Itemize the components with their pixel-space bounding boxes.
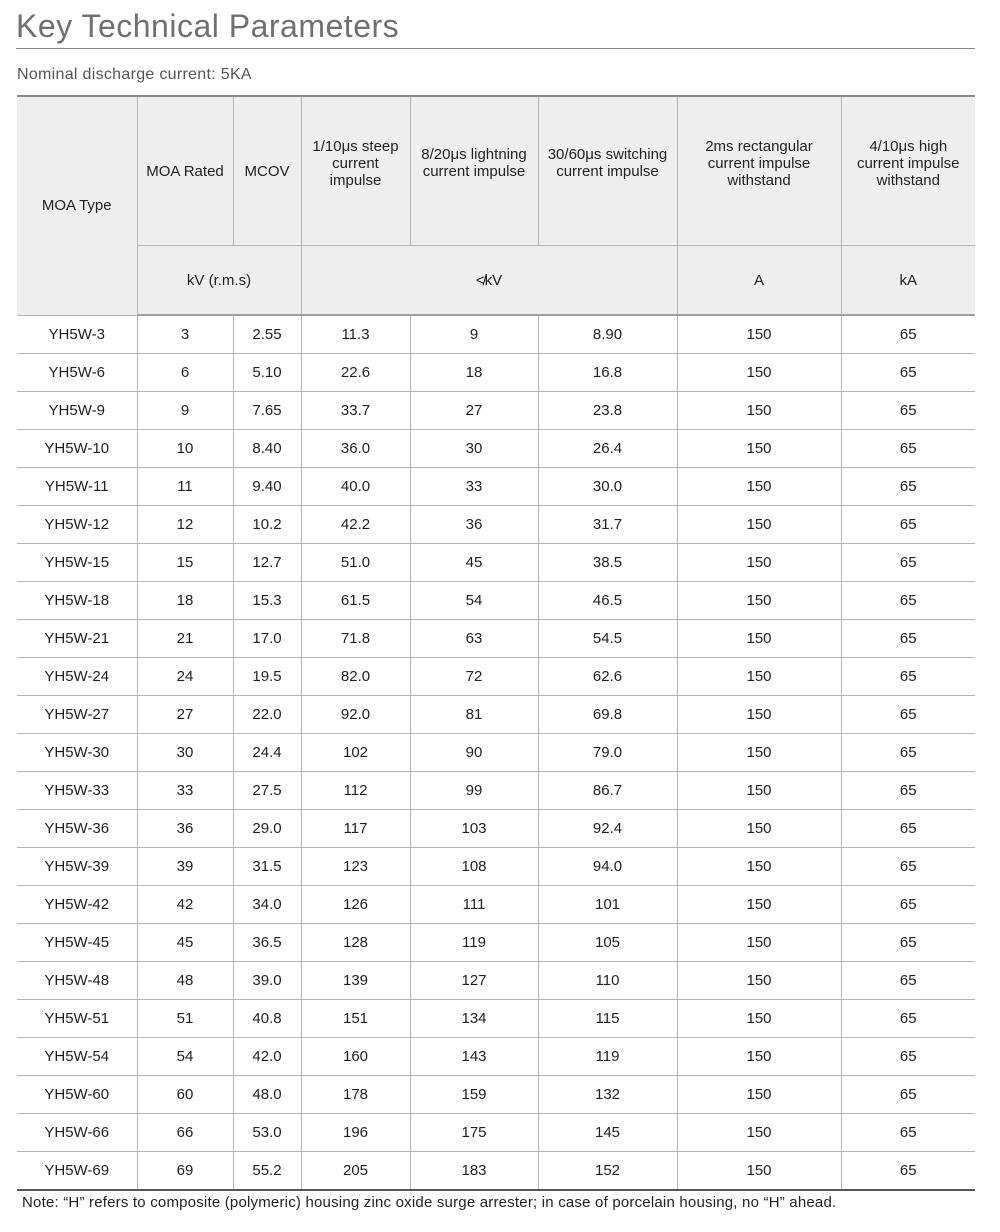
cell-rectangular-impulse: 150	[677, 506, 841, 544]
table-row	[17, 1152, 975, 1191]
cell-moa-rated: 48	[137, 962, 233, 1000]
cell-mcov: 36.5	[233, 924, 301, 962]
cell-steep-impulse: 123	[301, 848, 410, 886]
header-rectangular-impulse	[677, 96, 841, 246]
cell-moa-rated: 11	[137, 468, 233, 506]
cell-moa-rated: 54	[137, 1038, 233, 1076]
cell-moa-type: YH5W-15	[17, 544, 137, 582]
cell-moa-rated: 10	[137, 430, 233, 468]
cell-moa-rated: 15	[137, 544, 233, 582]
cell-high-current-impulse: 65	[841, 582, 975, 620]
cell-moa-type: YH5W-54	[17, 1038, 137, 1076]
cell-moa-rated: 51	[137, 1000, 233, 1038]
table-row	[17, 1114, 975, 1152]
unit-rated-mcov: kV (r.m.s)	[137, 246, 301, 316]
cell-lightning-impulse: 27	[410, 392, 538, 430]
cell-lightning-impulse: 119	[410, 924, 538, 962]
cell-switching-impulse: 132	[538, 1076, 677, 1114]
cell-moa-type: YH5W-10	[17, 430, 137, 468]
header-moa-type: MOA Type	[17, 96, 137, 315]
cell-lightning-impulse: 33	[410, 468, 538, 506]
table-row	[17, 962, 975, 1000]
header-moa-rated: MOA Rated	[137, 96, 233, 246]
cell-rectangular-impulse: 150	[677, 734, 841, 772]
cell-moa-type: YH5W-39	[17, 848, 137, 886]
cell-moa-type: YH5W-30	[17, 734, 137, 772]
cell-switching-impulse: 101	[538, 886, 677, 924]
cell-switching-impulse: 69.8	[538, 696, 677, 734]
nominal-discharge-current: Nominal discharge current: 5KA	[17, 66, 252, 83]
cell-mcov: 24.4	[233, 734, 301, 772]
cell-steep-impulse: 71.8	[301, 620, 410, 658]
cell-high-current-impulse: 65	[841, 924, 975, 962]
cell-mcov: 40.8	[233, 1000, 301, 1038]
table-row	[17, 924, 975, 962]
cell-lightning-impulse: 175	[410, 1114, 538, 1152]
cell-rectangular-impulse: 150	[677, 430, 841, 468]
cell-steep-impulse: 82.0	[301, 658, 410, 696]
header-switching-impulse	[538, 96, 677, 246]
cell-moa-type: YH5W-42	[17, 886, 137, 924]
page-title: Key Technical Parameters	[16, 8, 400, 44]
cell-high-current-impulse: 65	[841, 886, 975, 924]
cell-high-current-impulse: 65	[841, 734, 975, 772]
cell-switching-impulse: 94.0	[538, 848, 677, 886]
cell-mcov: 9.40	[233, 468, 301, 506]
header-rectangular-impulse-label: 2ms rectangular current impulse withstand	[705, 137, 813, 189]
cell-rectangular-impulse: 150	[677, 468, 841, 506]
cell-switching-impulse: 152	[538, 1152, 677, 1191]
cell-mcov: 27.5	[233, 772, 301, 810]
cell-high-current-impulse: 65	[841, 810, 975, 848]
cell-rectangular-impulse: 150	[677, 772, 841, 810]
cell-switching-impulse: 110	[538, 962, 677, 1000]
cell-switching-impulse: 145	[538, 1114, 677, 1152]
table-row	[17, 1076, 975, 1114]
cell-steep-impulse: 33.7	[301, 392, 410, 430]
cell-lightning-impulse: 143	[410, 1038, 538, 1076]
cell-lightning-impulse: 54	[410, 582, 538, 620]
cell-mcov: 7.65	[233, 392, 301, 430]
cell-mcov: 31.5	[233, 848, 301, 886]
cell-high-current-impulse: 65	[841, 468, 975, 506]
cell-mcov: 19.5	[233, 658, 301, 696]
cell-moa-rated: 18	[137, 582, 233, 620]
cell-mcov: 29.0	[233, 810, 301, 848]
table-header	[17, 96, 975, 315]
cell-switching-impulse: 46.5	[538, 582, 677, 620]
cell-rectangular-impulse: 150	[677, 544, 841, 582]
header-lightning-impulse	[410, 96, 538, 246]
cell-rectangular-impulse: 150	[677, 962, 841, 1000]
header-high-current-impulse-label: 4/10μs high current impulse withstand	[856, 137, 960, 189]
cell-steep-impulse: 42.2	[301, 506, 410, 544]
cell-switching-impulse: 31.7	[538, 506, 677, 544]
cell-mcov: 8.40	[233, 430, 301, 468]
cell-steep-impulse: 36.0	[301, 430, 410, 468]
cell-high-current-impulse: 65	[841, 658, 975, 696]
cell-moa-type: YH5W-51	[17, 1000, 137, 1038]
cell-high-current-impulse: 65	[841, 544, 975, 582]
table-row	[17, 354, 975, 392]
cell-high-current-impulse: 65	[841, 392, 975, 430]
table-row	[17, 315, 975, 354]
cell-moa-type: YH5W-36	[17, 810, 137, 848]
cell-rectangular-impulse: 150	[677, 1114, 841, 1152]
cell-steep-impulse: 128	[301, 924, 410, 962]
cell-lightning-impulse: 9	[410, 315, 538, 354]
cell-mcov: 15.3	[233, 582, 301, 620]
table-row	[17, 734, 975, 772]
header-switching-impulse-label: 30/60μs switching current impulse	[547, 146, 668, 180]
cell-moa-type: YH5W-24	[17, 658, 137, 696]
header-steep-impulse-label: 1/10μs steep current impulse	[312, 137, 399, 189]
cell-lightning-impulse: 134	[410, 1000, 538, 1038]
cell-switching-impulse: 38.5	[538, 544, 677, 582]
table-row	[17, 772, 975, 810]
cell-switching-impulse: 16.8	[538, 354, 677, 392]
cell-moa-type: YH5W-6	[17, 354, 137, 392]
footnote: Note: “H” refers to composite (polymeric) housing zinc oxide surge arrester; in case of porcelain housing, no “H” ahead.	[22, 1194, 837, 1211]
cell-mcov: 2.55	[233, 315, 301, 354]
cell-lightning-impulse: 36	[410, 506, 538, 544]
table-row	[17, 430, 975, 468]
cell-mcov: 5.10	[233, 354, 301, 392]
cell-moa-rated: 60	[137, 1076, 233, 1114]
cell-moa-type: YH5W-3	[17, 315, 137, 354]
cell-moa-rated: 45	[137, 924, 233, 962]
cell-moa-rated: 24	[137, 658, 233, 696]
cell-moa-type: YH5W-33	[17, 772, 137, 810]
cell-mcov: 42.0	[233, 1038, 301, 1076]
cell-high-current-impulse: 65	[841, 620, 975, 658]
cell-moa-rated: 69	[137, 1152, 233, 1191]
parameters-table	[17, 95, 975, 1191]
cell-high-current-impulse: 65	[841, 1114, 975, 1152]
cell-lightning-impulse: 99	[410, 772, 538, 810]
cell-rectangular-impulse: 150	[677, 696, 841, 734]
cell-moa-rated: 27	[137, 696, 233, 734]
header-lightning-impulse-label: 8/20μs lightning current impulse	[421, 146, 527, 180]
cell-high-current-impulse: 65	[841, 354, 975, 392]
cell-rectangular-impulse: 150	[677, 1038, 841, 1076]
cell-moa-rated: 30	[137, 734, 233, 772]
cell-steep-impulse: 117	[301, 810, 410, 848]
table-row	[17, 582, 975, 620]
unit-residual-voltage: ≮kV	[301, 246, 677, 316]
cell-switching-impulse: 62.6	[538, 658, 677, 696]
cell-moa-rated: 21	[137, 620, 233, 658]
cell-steep-impulse: 151	[301, 1000, 410, 1038]
cell-steep-impulse: 139	[301, 962, 410, 1000]
cell-switching-impulse: 26.4	[538, 430, 677, 468]
cell-switching-impulse: 8.90	[538, 315, 677, 354]
cell-steep-impulse: 40.0	[301, 468, 410, 506]
header-mcov: MCOV	[233, 96, 301, 246]
cell-high-current-impulse: 65	[841, 848, 975, 886]
cell-lightning-impulse: 127	[410, 962, 538, 1000]
cell-moa-type: YH5W-27	[17, 696, 137, 734]
cell-high-current-impulse: 65	[841, 1076, 975, 1114]
cell-high-current-impulse: 65	[841, 1038, 975, 1076]
cell-steep-impulse: 196	[301, 1114, 410, 1152]
cell-lightning-impulse: 45	[410, 544, 538, 582]
cell-switching-impulse: 23.8	[538, 392, 677, 430]
cell-lightning-impulse: 183	[410, 1152, 538, 1191]
table-row	[17, 696, 975, 734]
header-row-units	[17, 246, 975, 316]
cell-switching-impulse: 54.5	[538, 620, 677, 658]
cell-switching-impulse: 86.7	[538, 772, 677, 810]
cell-mcov: 12.7	[233, 544, 301, 582]
cell-mcov: 53.0	[233, 1114, 301, 1152]
cell-rectangular-impulse: 150	[677, 886, 841, 924]
cell-moa-rated: 42	[137, 886, 233, 924]
cell-lightning-impulse: 63	[410, 620, 538, 658]
cell-lightning-impulse: 18	[410, 354, 538, 392]
cell-steep-impulse: 126	[301, 886, 410, 924]
cell-steep-impulse: 22.6	[301, 354, 410, 392]
cell-mcov: 39.0	[233, 962, 301, 1000]
cell-lightning-impulse: 108	[410, 848, 538, 886]
cell-steep-impulse: 11.3	[301, 315, 410, 354]
cell-mcov: 34.0	[233, 886, 301, 924]
cell-rectangular-impulse: 150	[677, 315, 841, 354]
cell-switching-impulse: 30.0	[538, 468, 677, 506]
cell-moa-rated: 39	[137, 848, 233, 886]
cell-rectangular-impulse: 150	[677, 354, 841, 392]
cell-rectangular-impulse: 150	[677, 658, 841, 696]
unit-rectangular: A	[677, 246, 841, 316]
cell-lightning-impulse: 159	[410, 1076, 538, 1114]
cell-high-current-impulse: 65	[841, 506, 975, 544]
cell-lightning-impulse: 30	[410, 430, 538, 468]
table-row	[17, 392, 975, 430]
cell-switching-impulse: 92.4	[538, 810, 677, 848]
cell-steep-impulse: 205	[301, 1152, 410, 1191]
cell-steep-impulse: 61.5	[301, 582, 410, 620]
cell-switching-impulse: 79.0	[538, 734, 677, 772]
table-row	[17, 506, 975, 544]
cell-high-current-impulse: 65	[841, 1000, 975, 1038]
table-row	[17, 848, 975, 886]
cell-mcov: 48.0	[233, 1076, 301, 1114]
table-row	[17, 1038, 975, 1076]
cell-moa-type: YH5W-21	[17, 620, 137, 658]
cell-rectangular-impulse: 150	[677, 924, 841, 962]
cell-moa-rated: 33	[137, 772, 233, 810]
cell-rectangular-impulse: 150	[677, 1152, 841, 1191]
cell-steep-impulse: 51.0	[301, 544, 410, 582]
table-body	[17, 315, 975, 1190]
table-row	[17, 468, 975, 506]
cell-lightning-impulse: 111	[410, 886, 538, 924]
cell-high-current-impulse: 65	[841, 772, 975, 810]
cell-moa-rated: 12	[137, 506, 233, 544]
cell-lightning-impulse: 72	[410, 658, 538, 696]
cell-moa-rated: 36	[137, 810, 233, 848]
cell-high-current-impulse: 65	[841, 962, 975, 1000]
cell-rectangular-impulse: 150	[677, 810, 841, 848]
cell-high-current-impulse: 65	[841, 696, 975, 734]
cell-moa-type: YH5W-66	[17, 1114, 137, 1152]
header-row-labels	[17, 96, 975, 246]
unit-high-current: kA	[841, 246, 975, 316]
cell-moa-rated: 9	[137, 392, 233, 430]
cell-lightning-impulse: 90	[410, 734, 538, 772]
cell-switching-impulse: 119	[538, 1038, 677, 1076]
cell-moa-type: YH5W-11	[17, 468, 137, 506]
cell-mcov: 17.0	[233, 620, 301, 658]
cell-lightning-impulse: 103	[410, 810, 538, 848]
cell-rectangular-impulse: 150	[677, 1076, 841, 1114]
cell-moa-type: YH5W-9	[17, 392, 137, 430]
table-row	[17, 886, 975, 924]
cell-high-current-impulse: 65	[841, 430, 975, 468]
cell-steep-impulse: 92.0	[301, 696, 410, 734]
cell-moa-type: YH5W-18	[17, 582, 137, 620]
cell-moa-type: YH5W-69	[17, 1152, 137, 1191]
cell-steep-impulse: 112	[301, 772, 410, 810]
table-row	[17, 810, 975, 848]
cell-high-current-impulse: 65	[841, 315, 975, 354]
cell-rectangular-impulse: 150	[677, 620, 841, 658]
cell-rectangular-impulse: 150	[677, 1000, 841, 1038]
cell-moa-type: YH5W-48	[17, 962, 137, 1000]
cell-moa-rated: 66	[137, 1114, 233, 1152]
cell-mcov: 22.0	[233, 696, 301, 734]
table-row	[17, 544, 975, 582]
cell-moa-type: YH5W-45	[17, 924, 137, 962]
cell-steep-impulse: 160	[301, 1038, 410, 1076]
cell-switching-impulse: 115	[538, 1000, 677, 1038]
title-divider	[16, 48, 975, 49]
cell-moa-type: YH5W-60	[17, 1076, 137, 1114]
table-row	[17, 1000, 975, 1038]
cell-rectangular-impulse: 150	[677, 848, 841, 886]
cell-moa-rated: 6	[137, 354, 233, 392]
header-steep-impulse	[301, 96, 410, 246]
cell-lightning-impulse: 81	[410, 696, 538, 734]
header-high-current-impulse	[841, 96, 975, 246]
cell-steep-impulse: 178	[301, 1076, 410, 1114]
cell-mcov: 55.2	[233, 1152, 301, 1191]
cell-mcov: 10.2	[233, 506, 301, 544]
cell-high-current-impulse: 65	[841, 1152, 975, 1191]
cell-steep-impulse: 102	[301, 734, 410, 772]
cell-switching-impulse: 105	[538, 924, 677, 962]
table-row	[17, 620, 975, 658]
cell-moa-rated: 3	[137, 315, 233, 354]
cell-rectangular-impulse: 150	[677, 582, 841, 620]
cell-rectangular-impulse: 150	[677, 392, 841, 430]
table-row	[17, 658, 975, 696]
cell-moa-type: YH5W-12	[17, 506, 137, 544]
